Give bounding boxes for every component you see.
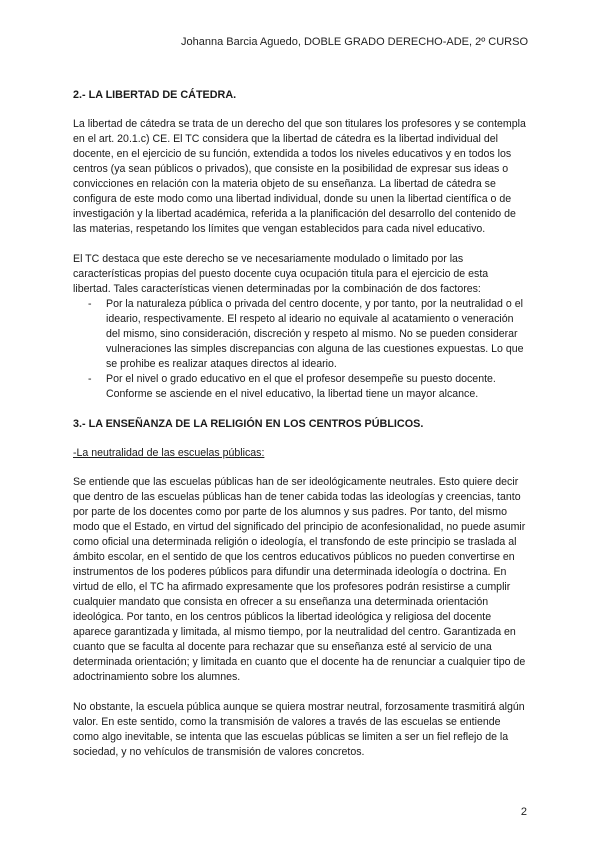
section-3-paragraph-1: Se entiende que las escuelas públicas han de ser ideológicamente neutrales. Esto quiere decir que dentro de las escuelas públicas han de tener cabida todas las ideologías y creencias, tanto por parte de los docentes como por parte de los alumnos y sus padres. Por tanto, del mismo modo que el Estado, en virtud del significado del principio de aconfesionalidad, no puede asumir como oficial una determinada religión o ideología, el transfondo de este principio se traslada al ámbito escolar, en el sentido de que los centros educativos públicos no pueden convertirse en instrumentos de los poderes públicos para difundir una determinada ideología o doctrina. En virtud de ello, el TC ha afirmado expresamente que los profesores podrán resistirse a cumplir cualquier mandato que consista en ofrecer a su enseñanza una determinada orientación ideológica. Por tanto, en los centros públicos la libertad ideológica y religiosa del docente aparece garantizada y limitada, al mismo tiempo, por la neutralidad del centro. Garantizada en cuanto que se faculta al docente para rechazar que su enseñanza esté al servicio de una determinada orientación; y limitada en cuanto que el docente ha de renunciar a cualquier tipo de adoctrinamiento sobre los alumnes. <box>73 476 526 683</box>
section-3-paragraph-2: No obstante, la escuela pública aunque se quiera mostrar neutral, forzosamente trasmitirá algún valor. En este sentido, como la transmisión de valores a través de las escuelas se entiende como algo inevitable, se intenta que las escuelas públicas se limiten a ser un fiel reflejo de la sociedad, y no vehículos de transmisión de valores concretos. <box>73 701 525 758</box>
page-header: Johanna Barcia Aguedo, DOBLE GRADO DERECHO-ADE, 2º CURSO <box>181 36 528 48</box>
section-2-bullet-list <box>73 297 527 402</box>
bullet-item-nature: - Por la naturaleza pública o privada del centro docente, y por tanto, por la neutralidad o el ideario, respectivamente. El respeto al ideario no equivale al acatamiento o veneración del mismo, sino consideración, discreción y respeto al mismo. No se pueden considerar vulneraciones las simples discrepancias con alguna de las cuestiones expuestas. Lo que se prohibe es realizar ataques directos al ideario. <box>73 297 527 372</box>
section-3-title: 3.- LA ENSEÑANZA DE LA RELIGIÓN EN LOS CENTROS PÚBLICOS. <box>73 418 424 430</box>
page-number: 2 <box>520 806 527 818</box>
section-2-paragraph-2: El TC destaca que este derecho se ve necesariamente modulado o limitado por las características propias del puesto docente cuya ocupación titula para el ejercicio de esta libertad. Tales características vienen determinadas por la combinación de dos factores: <box>73 253 489 295</box>
section-3-subtitle: -La neutralidad de las escuelas públicas: <box>73 447 265 459</box>
section-2-title: 2.- LA LIBERTAD DE CÁTEDRA. <box>73 89 237 101</box>
bullet-item-level: - Por el nivel o grado educativo en el que el profesor desempeñe su puesto docente. Conforme se asciende en el nivel educativo, la libertad tiene un mayor alcance. <box>73 372 527 402</box>
document-body <box>73 88 527 775</box>
section-2-paragraph-1: La libertad de cátedra se trata de un derecho del que son titulares los profesores y se contempla en el art. 20.1.c) CE. El TC considera que la libertad de cátedra es la libertad individual del docente, en el ejercicio de su función, extendida a todos los niveles educativos y en todos los centros (ya sean públicos o privados), que consiste en la posibilidad de expresar sus ideas o convicciones en relación con la materia objeto de su enseñanza. La libertad de cátedra se configura de este modo como una libertad individual, donde su unen la libertad científica o de investigación y la libertad académica, referida a la planificación del desarrollo del contenido de las materias, respetando los límites que vengan establecidos para cada nivel educativo. <box>73 118 526 235</box>
